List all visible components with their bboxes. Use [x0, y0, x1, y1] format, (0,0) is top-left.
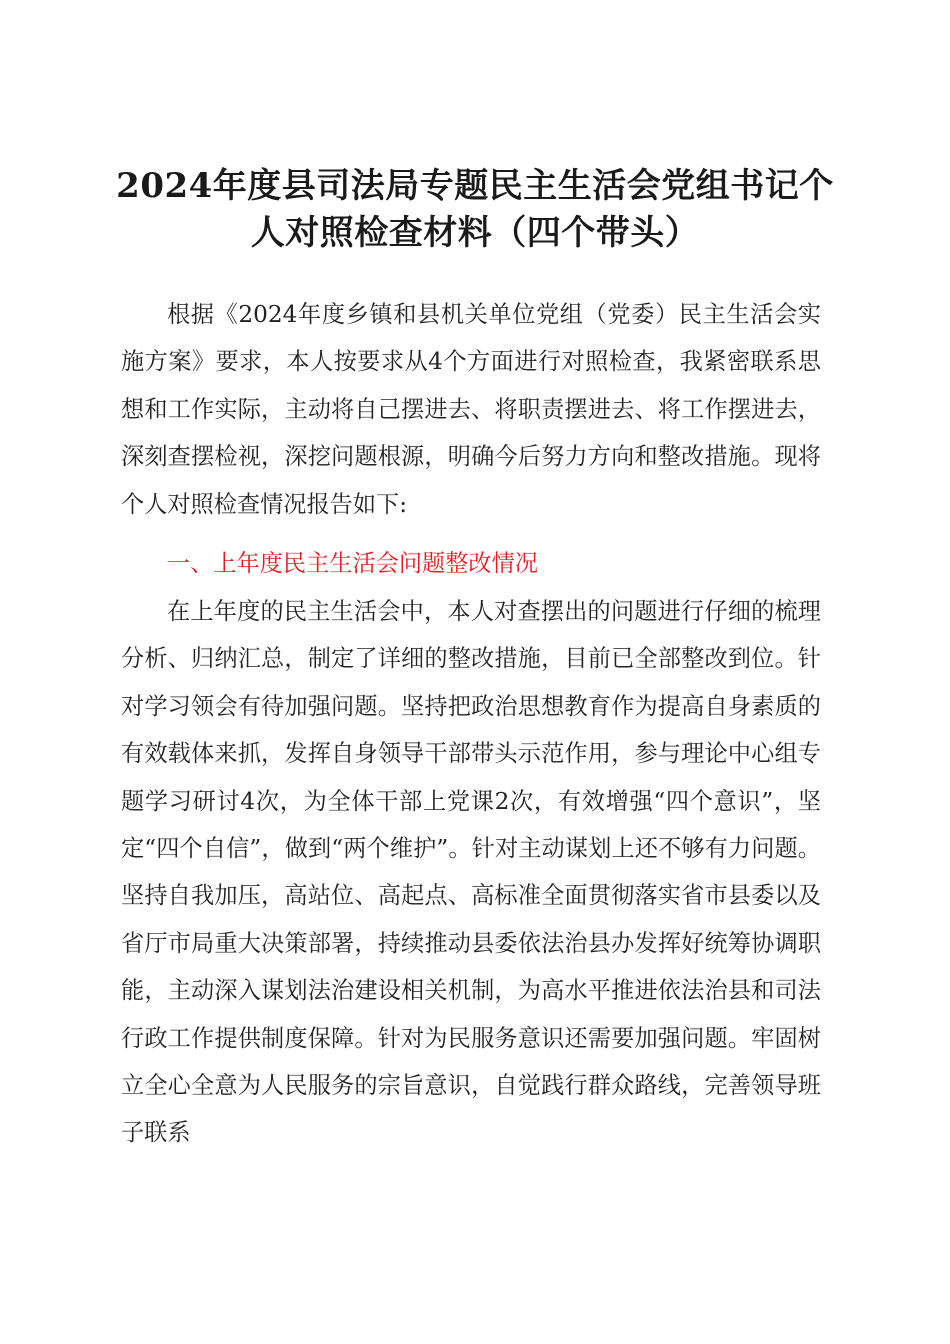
section-paragraph: 在上年度的民主生活会中，本人对查摆出的问题进行仔细的梳理分析、归纳汇总，制定了详细的整改措施，目前已全部整改到位。针对学习领会有待加强问题。坚持把政治思想教育作为提高自身素质的有效载体来抓，发挥自身领导干部带头示范作用，参与理论中心组专题学习研讨4次，为全体干部上党课2次，有效增强“四个意识”，坚定“四个自信”，做到“两个维护”。针对主动谋划上还不够有力问题。坚持自我加压，高站位、高起点、高标准全面贯彻落实省市县委以及省厅市局重大决策部署，持续推动县委依法治县办发挥好统筹协调职能，主动深入谋划法治建设相关机制，为高水平推进依法治县和司法行政工作提供制度保障。针对为民服务意识还需要加强问题。牢固树立全心全意为人民服务的宗旨意识，自觉践行群众路线，完善领导班子联系	[121, 598, 821, 1147]
document-title: 2024年度县司法局专题民主生活会党组书记个人对照检查材料（四个带头）	[116, 166, 834, 253]
intro-paragraph: 根据《2024年度乡镇和县机关单位党组（党委）民主生活会实施方案》要求，本人按要求从4个方面进行对照检查，我紧密联系思想和工作实际，主动将自己摆进去、将职责摆进去、将工作摆进去，深刻查摆检视，深挖问题根源，明确今后努力方向和整改措施。现将个人对照检查情况报告如下:	[121, 301, 821, 518]
section-heading: 一、上年度民主生活会问题整改情况	[167, 550, 538, 577]
